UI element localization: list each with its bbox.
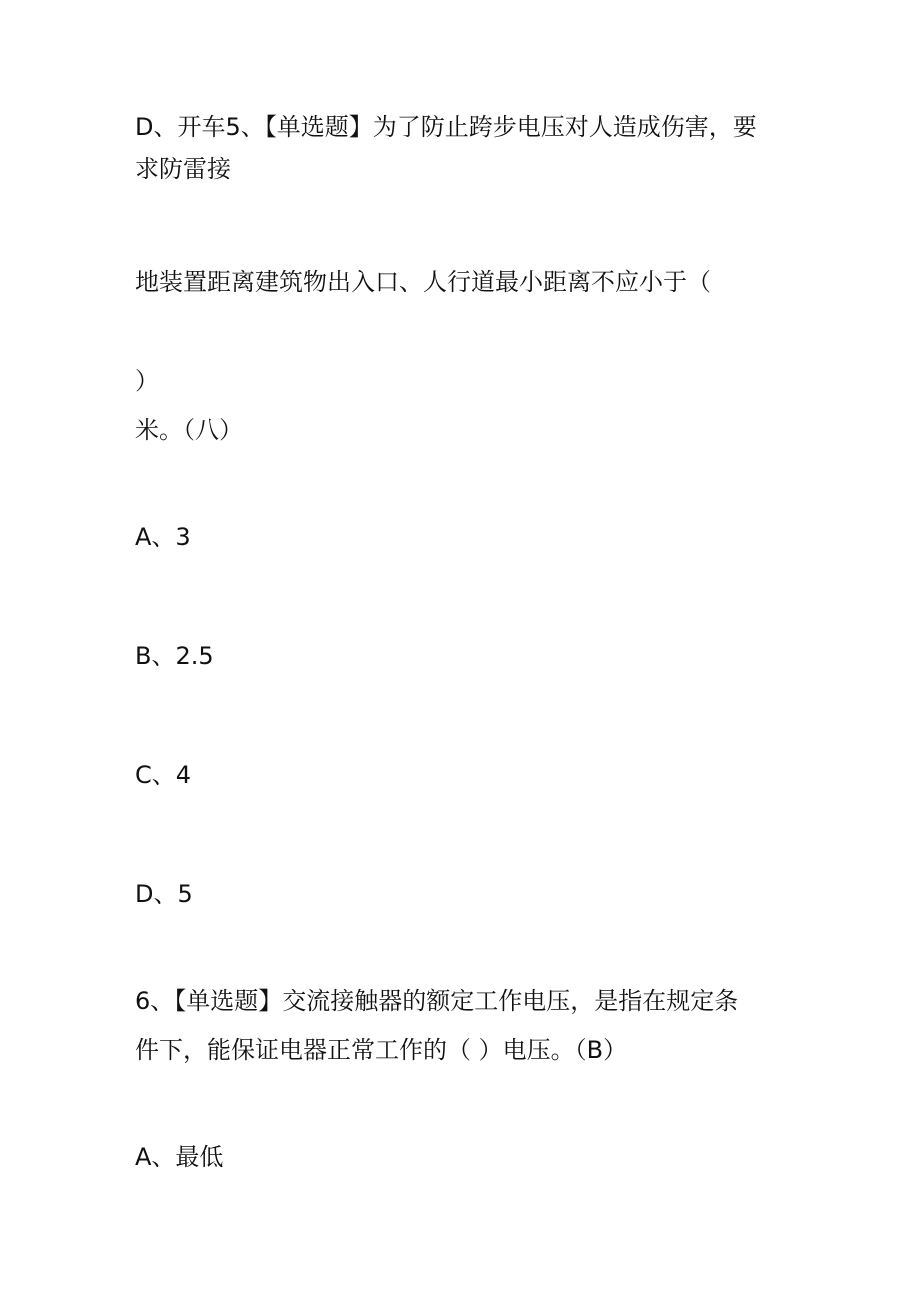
text-line-q5-blank-close: ） — [135, 367, 159, 395]
text-line-q6-continued: 件下，能保证电器正常工作的（ ）电压。（B） — [135, 1036, 628, 1064]
option-b: B、2.5 — [135, 642, 214, 670]
text-line-q5-answer: 米。（八） — [135, 416, 243, 444]
text-line-q6-question-start: 6、【单选题】交流接触器的额定工作电压，是指在规定条 — [135, 987, 739, 1015]
option-a: A、3 — [135, 523, 191, 551]
text-line-q5-option-d-and-question-start: D、开车5、【单选题】为了防止跨步电压对人造成伤害，要 — [135, 113, 757, 141]
option-a-q6: A、最低 — [135, 1143, 224, 1171]
text-line-q5-body: 地装置距离建筑物出入口、人行道最小距离不应小于（ — [135, 268, 711, 296]
option-d: D、5 — [135, 880, 193, 908]
text-line-q5-continued: 求防雷接 — [135, 155, 231, 183]
option-c: C、4 — [135, 761, 192, 789]
